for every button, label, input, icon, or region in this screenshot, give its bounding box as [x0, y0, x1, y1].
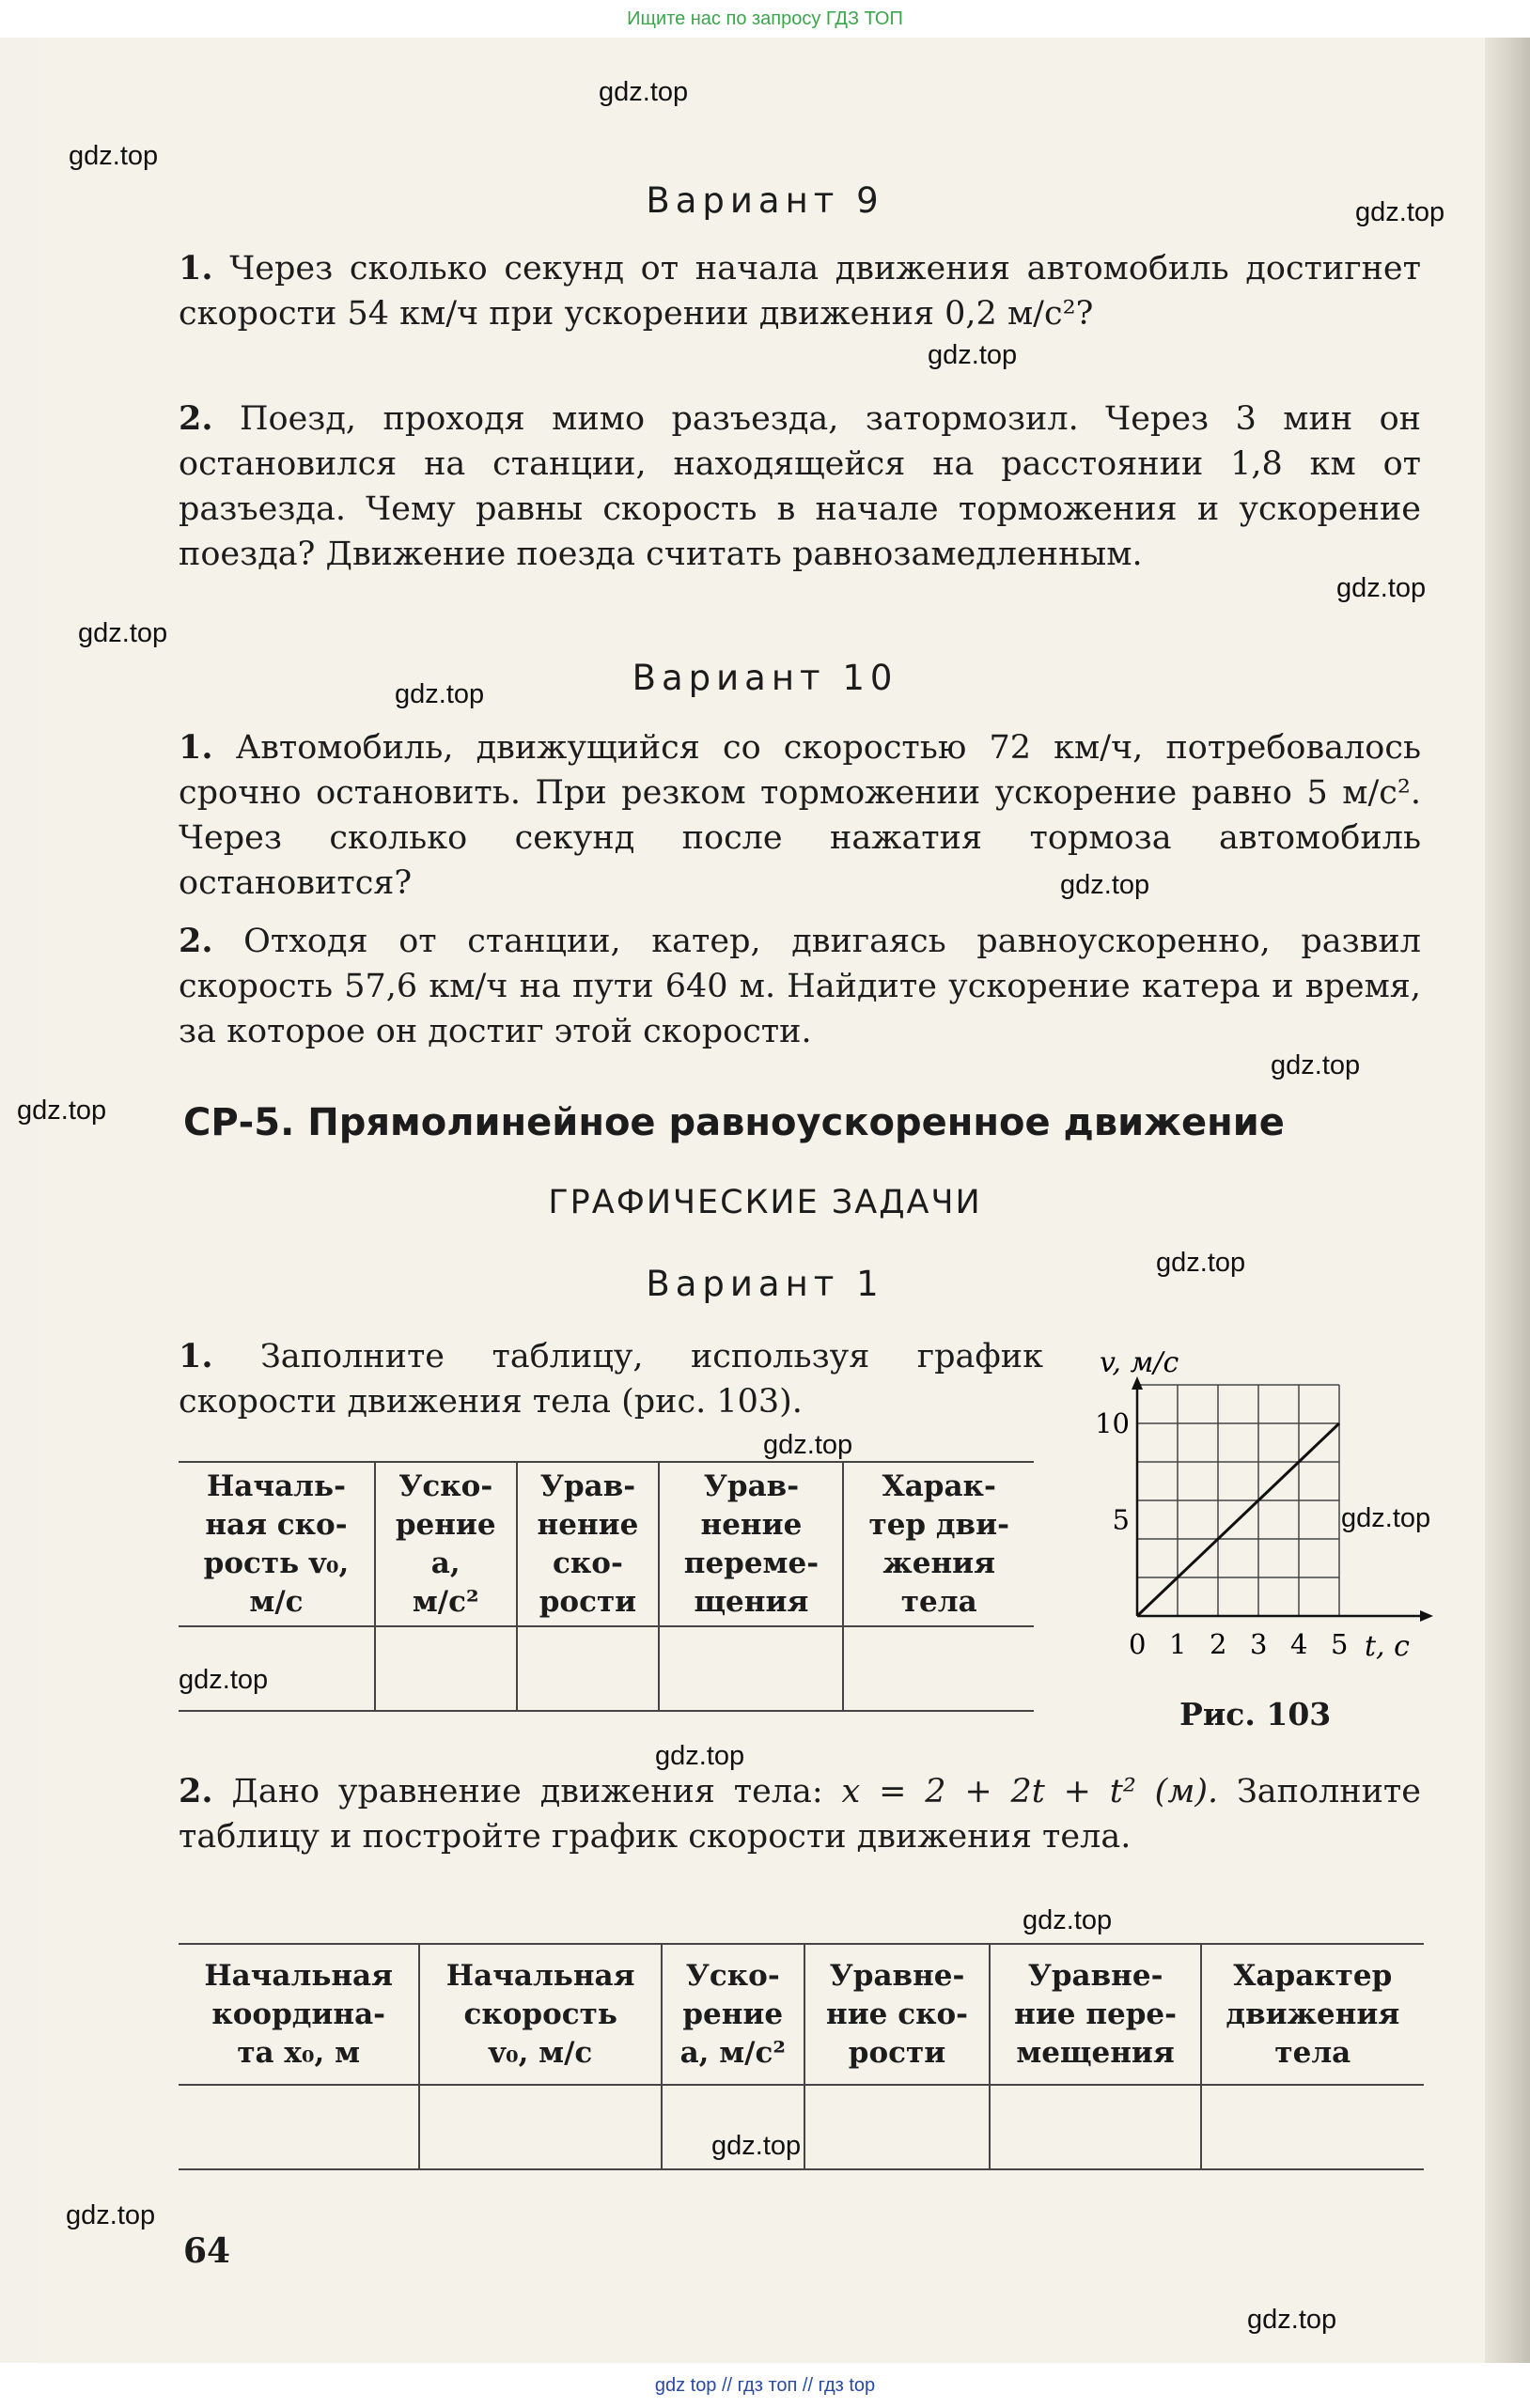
table-header-cell: [1201, 1944, 1424, 2085]
header-line: ско-: [553, 1546, 623, 1580]
graph-task-1: [179, 1334, 1043, 1424]
header-line: a,: [430, 1546, 461, 1580]
task-text: Через сколько секунд от начала движения автомобиль достигнет скорости 54 км/ч при ускорении движения 0,2 м/с²?: [179, 250, 1421, 333]
task-number: 1.: [179, 249, 213, 287]
watermark: gdz.top: [763, 1430, 853, 1460]
table-cell-empty[interactable]: [804, 2085, 991, 2169]
watermark: gdz.top: [1060, 870, 1150, 900]
watermark: gdz.top: [1336, 573, 1427, 603]
variant-10-title: Вариант 10: [632, 658, 898, 698]
graph-task-2-table: [179, 1943, 1424, 2170]
watermark: gdz.top: [711, 2131, 802, 2161]
header-line: a, м/с²: [679, 2035, 786, 2070]
task-number: 2.: [179, 399, 213, 438]
variant-10-task-2: [179, 919, 1421, 1054]
watermark: gdz.top: [1355, 197, 1445, 227]
header-line: Начальная: [204, 1958, 394, 1993]
table-cell-empty[interactable]: [662, 2085, 804, 2169]
x-axis-label: t, с: [1365, 1630, 1410, 1663]
header-line: Уравне-: [1027, 1958, 1163, 1993]
table-header-cell: [517, 1462, 660, 1626]
task-text: Заполните таблицу и постройте график скорости движения тела.: [179, 1773, 1421, 1856]
header-line: переме-: [683, 1546, 820, 1580]
header-line: Уравне-: [829, 1958, 965, 1993]
y-axis-label: v, м/с: [1100, 1346, 1179, 1379]
table-header-cell: [419, 1944, 662, 2085]
header-line: ная ско-: [205, 1507, 348, 1542]
header-line: Начальная: [445, 1958, 635, 1993]
x-tick-label: 4: [1290, 1628, 1308, 1660]
header-line: движения: [1226, 1996, 1400, 2031]
task-number: 2.: [179, 922, 213, 960]
header-line: тер дви-: [868, 1507, 1009, 1542]
header-line: координа-: [211, 1996, 386, 2031]
watermark: gdz.top: [1023, 1905, 1113, 1935]
header-line: ние пере-: [1014, 1996, 1178, 2031]
header-line: рости: [539, 1584, 637, 1619]
x-tick-label: 2: [1210, 1628, 1227, 1660]
table-header-cell: [662, 1944, 804, 2085]
graph-task-1-table: [179, 1461, 1034, 1712]
watermark: gdz.top: [928, 340, 1018, 370]
variant-9-title: Вариант 9: [646, 180, 884, 221]
y-tick-label: 5: [1112, 1503, 1130, 1536]
table-cell-empty[interactable]: [843, 1626, 1034, 1711]
watermark: gdz.top: [655, 1741, 745, 1771]
header-line: рение: [395, 1507, 496, 1542]
task-number: 1.: [179, 1337, 213, 1375]
watermark: gdz.top: [69, 141, 159, 171]
header-line: рость v₀,: [203, 1546, 350, 1580]
watermark: gdz.top: [66, 2200, 156, 2230]
section-subtitle: ГРАФИЧЕСКИЕ ЗАДАЧИ: [548, 1184, 982, 1221]
variant-9-task-1: [179, 246, 1421, 336]
x-tick-label: 1: [1169, 1628, 1187, 1660]
task-text: Поезд, проходя мимо разъезда, затормозил. Через 3 мин он остановился на станции, находящейся на расстоянии 1,8 км от разъезда. Чему равны скорость в начале торможения и ускорение поезда? Движение поезда считать равнозамедленным.: [179, 400, 1421, 573]
table-header-cell: [375, 1462, 517, 1626]
table-cell-empty[interactable]: [517, 1626, 660, 1711]
table-header-cell: [990, 1944, 1200, 2085]
x-tick-label: 3: [1250, 1628, 1268, 1660]
watermark: gdz.top: [1156, 1248, 1246, 1278]
header-line: рение: [682, 1996, 784, 2031]
table-cell-empty[interactable]: [375, 1626, 517, 1711]
watermark: gdz.top: [1341, 1503, 1431, 1533]
header-line: мещения: [1016, 2035, 1175, 2070]
header-line: рости: [848, 2035, 946, 2070]
table-header-cell: [659, 1462, 843, 1626]
y-tick-label: 10: [1095, 1407, 1130, 1439]
page-number: 64: [183, 2231, 231, 2271]
table-header-cell: [804, 1944, 991, 2085]
table-cell-empty[interactable]: [179, 1626, 375, 1711]
header-line: тела: [1274, 2035, 1351, 2070]
velocity-series-line: [1137, 1423, 1339, 1616]
table-cell-empty[interactable]: [1201, 2085, 1424, 2169]
task-text: Заполните таблицу, используя график скорости движения тела (рис. 103).: [179, 1338, 1043, 1421]
table-cell-empty[interactable]: [990, 2085, 1200, 2169]
table-header-cell: [179, 1944, 419, 2085]
header-line: та x₀, м: [237, 2035, 361, 2070]
watermark: gdz.top: [395, 679, 485, 709]
header-line: Характер: [1233, 1958, 1393, 1993]
header-line: жения: [882, 1546, 996, 1580]
header-line: Уско-: [685, 1958, 780, 1993]
header-line: Харак-: [882, 1468, 996, 1503]
task-text: Дано уравнение движения тела:: [231, 1773, 823, 1810]
header-line: нение: [700, 1507, 803, 1542]
header-line: ние ско-: [826, 1996, 969, 2031]
variant-9-task-2: [179, 396, 1421, 577]
table-cell-empty[interactable]: [179, 2085, 419, 2169]
header-line: нение: [537, 1507, 639, 1542]
header-line: м/с: [249, 1584, 304, 1619]
task-number: 1.: [179, 728, 213, 767]
header-line: Урав-: [539, 1468, 636, 1503]
header-line: v₀, м/с: [489, 2035, 593, 2070]
header-line: Началь-: [207, 1468, 346, 1503]
header-line: Урав-: [703, 1468, 800, 1503]
watermark: gdz.top: [179, 1665, 269, 1695]
header-line: тела: [900, 1584, 977, 1619]
watermark: gdz.top: [1247, 2305, 1337, 2335]
chart-grid: [1137, 1385, 1339, 1616]
x-tick-label: 0: [1129, 1628, 1147, 1660]
task-text: Отходя от станции, катер, двигаясь равноускоренно, развил скорость 57,6 км/ч на пути 640 м. Найдите ускорение катера и время, за которое он достиг этой скорости.: [179, 923, 1421, 1050]
header-line: м/с²: [412, 1584, 479, 1619]
section-title: СР-5. Прямолинейное равноускоренное движение: [183, 1101, 1285, 1144]
graph-task-2: [179, 1769, 1421, 1859]
header-line: Уско-: [398, 1468, 493, 1503]
header-line: скорость: [463, 1996, 617, 2031]
bottom-banner: gdz top // гдз топ // гдз top: [0, 2363, 1530, 2408]
top-banner: Ищите нас по запросу ГДЗ ТОП: [0, 0, 1530, 38]
table-header-cell: [179, 1462, 375, 1626]
x-tick-label: 5: [1331, 1628, 1349, 1660]
table-cell-empty[interactable]: [659, 1626, 843, 1711]
watermark: gdz.top: [599, 77, 689, 107]
table-cell-empty[interactable]: [419, 2085, 662, 2169]
task-number: 2.: [179, 1772, 213, 1810]
header-line: щения: [694, 1584, 809, 1619]
watermark: gdz.top: [17, 1095, 107, 1126]
task-text: Автомобиль, движущийся со скоростью 72 км/ч, потребовалось срочно остановить. При резком торможении ускорение равно 5 м/с². Через сколько секунд после нажатия тормоза автомобиль остановится?: [179, 729, 1421, 902]
figure-caption: Рис. 103: [1179, 1696, 1332, 1732]
section-variant-title: Вариант 1: [646, 1264, 884, 1304]
motion-equation: x = 2 + 2t + t² (м).: [841, 1773, 1219, 1810]
table-header-cell: [843, 1462, 1034, 1626]
variant-10-task-1: [179, 725, 1421, 906]
x-axis-arrow: [1420, 1610, 1433, 1622]
watermark: gdz.top: [78, 618, 168, 648]
velocity-graph: [1095, 1334, 1447, 1682]
watermark: gdz.top: [1271, 1050, 1361, 1080]
